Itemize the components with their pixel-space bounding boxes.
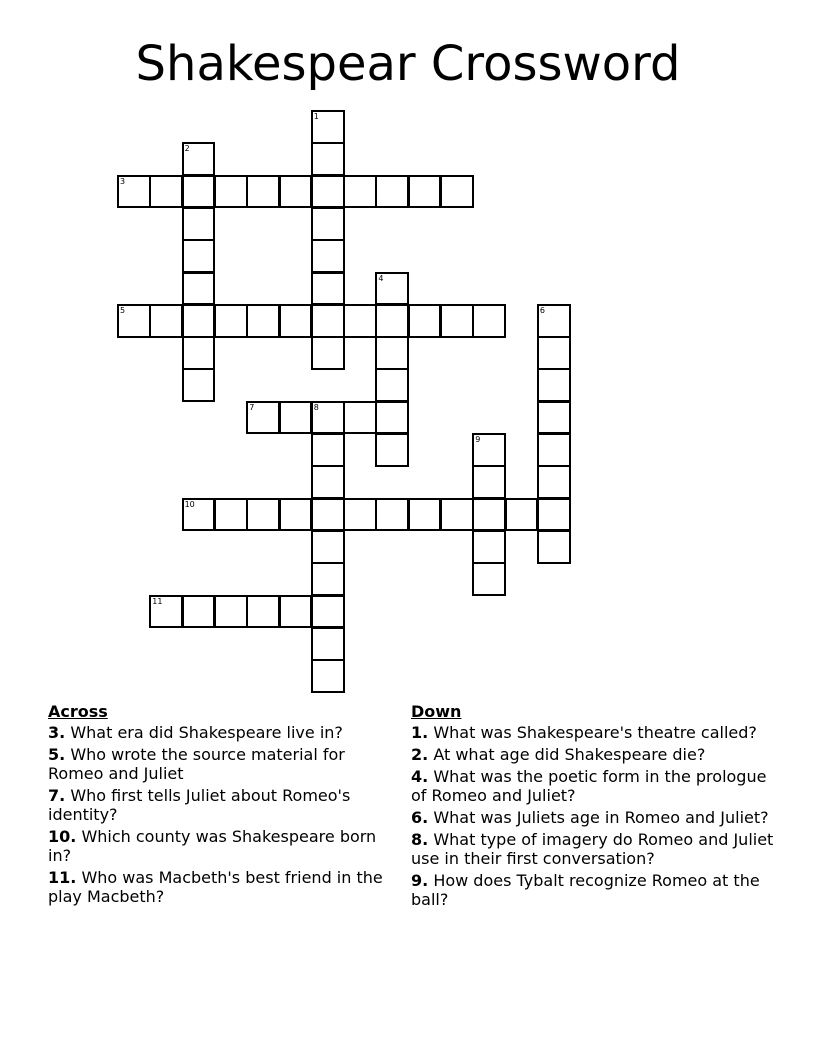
clue-number: 11	[152, 596, 163, 606]
grid-cell[interactable]	[375, 433, 409, 467]
clue-down-9: 9. How does Tybalt recognize Romeo at the ball?	[411, 871, 760, 909]
clue-across-7: 7. Who first tells Juliet about Romeo's identity?	[48, 786, 351, 824]
grid-cell[interactable]	[440, 304, 474, 338]
grid-cell[interactable]	[149, 175, 183, 209]
grid-cell[interactable]	[182, 142, 216, 176]
clue-number: 5	[120, 305, 126, 315]
grid-cell[interactable]	[408, 304, 442, 338]
grid-cell[interactable]	[246, 175, 280, 209]
grid-cell[interactable]	[279, 595, 313, 629]
grid-cell[interactable]	[375, 175, 409, 209]
grid-cell[interactable]	[246, 595, 280, 629]
down-heading: Down	[411, 702, 462, 721]
clue-number: 8	[313, 402, 319, 412]
grid-cell[interactable]	[440, 175, 474, 209]
grid-cell[interactable]	[537, 304, 571, 338]
grid-cell[interactable]	[182, 595, 216, 629]
grid-cell[interactable]	[375, 401, 409, 435]
grid-cell[interactable]	[117, 175, 151, 209]
clue-down-4: 4. What was the poetic form in the prologue of Romeo and Juliet?	[411, 767, 767, 805]
grid-cell[interactable]	[472, 465, 506, 499]
grid-cell[interactable]	[440, 498, 474, 532]
clue-number: 3	[120, 176, 126, 186]
grid-cell[interactable]	[311, 562, 345, 596]
grid-cell[interactable]	[214, 304, 248, 338]
grid-cell[interactable]	[343, 401, 377, 435]
grid-cell[interactable]	[375, 498, 409, 532]
grid-cell[interactable]	[472, 304, 506, 338]
grid-cell[interactable]	[182, 368, 216, 402]
grid-cell[interactable]	[311, 110, 345, 144]
grid-cell[interactable]	[182, 336, 216, 370]
grid-cell[interactable]	[537, 530, 571, 564]
grid-cell[interactable]	[311, 207, 345, 241]
grid-cell[interactable]	[182, 239, 216, 273]
grid-cell[interactable]	[311, 401, 345, 435]
grid-cell[interactable]	[246, 401, 280, 435]
grid-cell[interactable]	[279, 175, 313, 209]
grid-cell[interactable]	[182, 304, 216, 338]
grid-cell[interactable]	[246, 304, 280, 338]
clue-down-2: 2. At what age did Shakespeare die?	[411, 745, 706, 764]
grid-cell[interactable]	[311, 433, 345, 467]
grid-cell[interactable]	[505, 498, 539, 532]
grid-cell[interactable]	[311, 627, 345, 661]
clue-number: 6	[539, 305, 545, 315]
clue-number: 1	[313, 112, 319, 121]
grid-cell[interactable]	[375, 304, 409, 338]
page-title: Shakespear Crossword	[135, 36, 681, 92]
grid-cell[interactable]	[537, 336, 571, 370]
clue-across-5: 5. Who wrote the source material for Romeo and Juliet	[48, 745, 345, 783]
grid-cell[interactable]	[311, 239, 345, 273]
grid-cell[interactable]	[214, 175, 248, 209]
grid-cell[interactable]	[149, 304, 183, 338]
grid-cell[interactable]	[311, 659, 345, 693]
grid-cell[interactable]	[214, 498, 248, 532]
clue-number: 10	[184, 499, 195, 509]
grid-cell[interactable]	[214, 595, 248, 629]
grid-cell[interactable]	[182, 207, 216, 241]
grid-cell[interactable]	[311, 142, 345, 176]
grid-cell[interactable]	[472, 562, 506, 596]
down-clues	[411, 702, 776, 912]
grid-cell[interactable]	[182, 175, 216, 209]
clue-number: 7	[249, 402, 255, 412]
grid-cell[interactable]	[311, 498, 345, 532]
grid-cell[interactable]	[182, 272, 216, 306]
grid-cell[interactable]	[472, 433, 506, 467]
grid-cell[interactable]	[537, 465, 571, 499]
clue-number: 4	[378, 273, 384, 283]
grid-cell[interactable]	[311, 304, 345, 338]
clue-number: 9	[475, 435, 481, 444]
grid-cell[interactable]	[149, 595, 183, 629]
grid-cell[interactable]	[537, 368, 571, 402]
grid-cell[interactable]	[311, 465, 345, 499]
grid-cell[interactable]	[343, 304, 377, 338]
grid-cell[interactable]	[537, 498, 571, 532]
grid-cell[interactable]	[279, 498, 313, 532]
grid-cell[interactable]	[343, 175, 377, 209]
grid-cell[interactable]	[408, 498, 442, 532]
grid-cell[interactable]	[472, 498, 506, 532]
grid-cell[interactable]	[311, 272, 345, 306]
grid-cell[interactable]	[182, 498, 216, 532]
grid-cell[interactable]	[311, 175, 345, 209]
grid-cell[interactable]	[311, 530, 345, 564]
grid-cell[interactable]	[472, 530, 506, 564]
clue-down-1: 1. What was Shakespeare's theatre called?	[411, 723, 757, 742]
clue-across-3: 3. What era did Shakespeare live in?	[48, 723, 343, 742]
grid-cell[interactable]	[279, 304, 313, 338]
clue-across-11: 11. Who was Macbeth's best friend in the play Macbeth?	[48, 868, 383, 906]
grid-cell[interactable]	[311, 336, 345, 370]
grid-cell[interactable]	[375, 336, 409, 370]
clue-across-10: 10. Which county was Shakespeare born in?	[48, 827, 377, 865]
grid-cell[interactable]	[279, 401, 313, 435]
clue-down-6: 6. What was Juliets age in Romeo and Juliet?	[411, 808, 769, 827]
grid-cell[interactable]	[537, 401, 571, 435]
grid-cell[interactable]	[311, 595, 345, 629]
clue-number: 2	[184, 144, 190, 154]
grid-cell[interactable]	[246, 498, 280, 532]
grid-cell[interactable]	[408, 175, 442, 209]
grid-cell[interactable]	[537, 433, 571, 467]
clue-down-8: 8. What type of imagery do Romeo and Juliet use in their first conversation?	[411, 830, 774, 868]
grid-cell[interactable]	[117, 304, 151, 338]
grid-cell[interactable]	[375, 272, 409, 306]
across-heading: Across	[48, 702, 108, 721]
grid-cell[interactable]	[375, 368, 409, 402]
grid-cell[interactable]	[343, 498, 377, 532]
across-clues	[48, 702, 393, 909]
